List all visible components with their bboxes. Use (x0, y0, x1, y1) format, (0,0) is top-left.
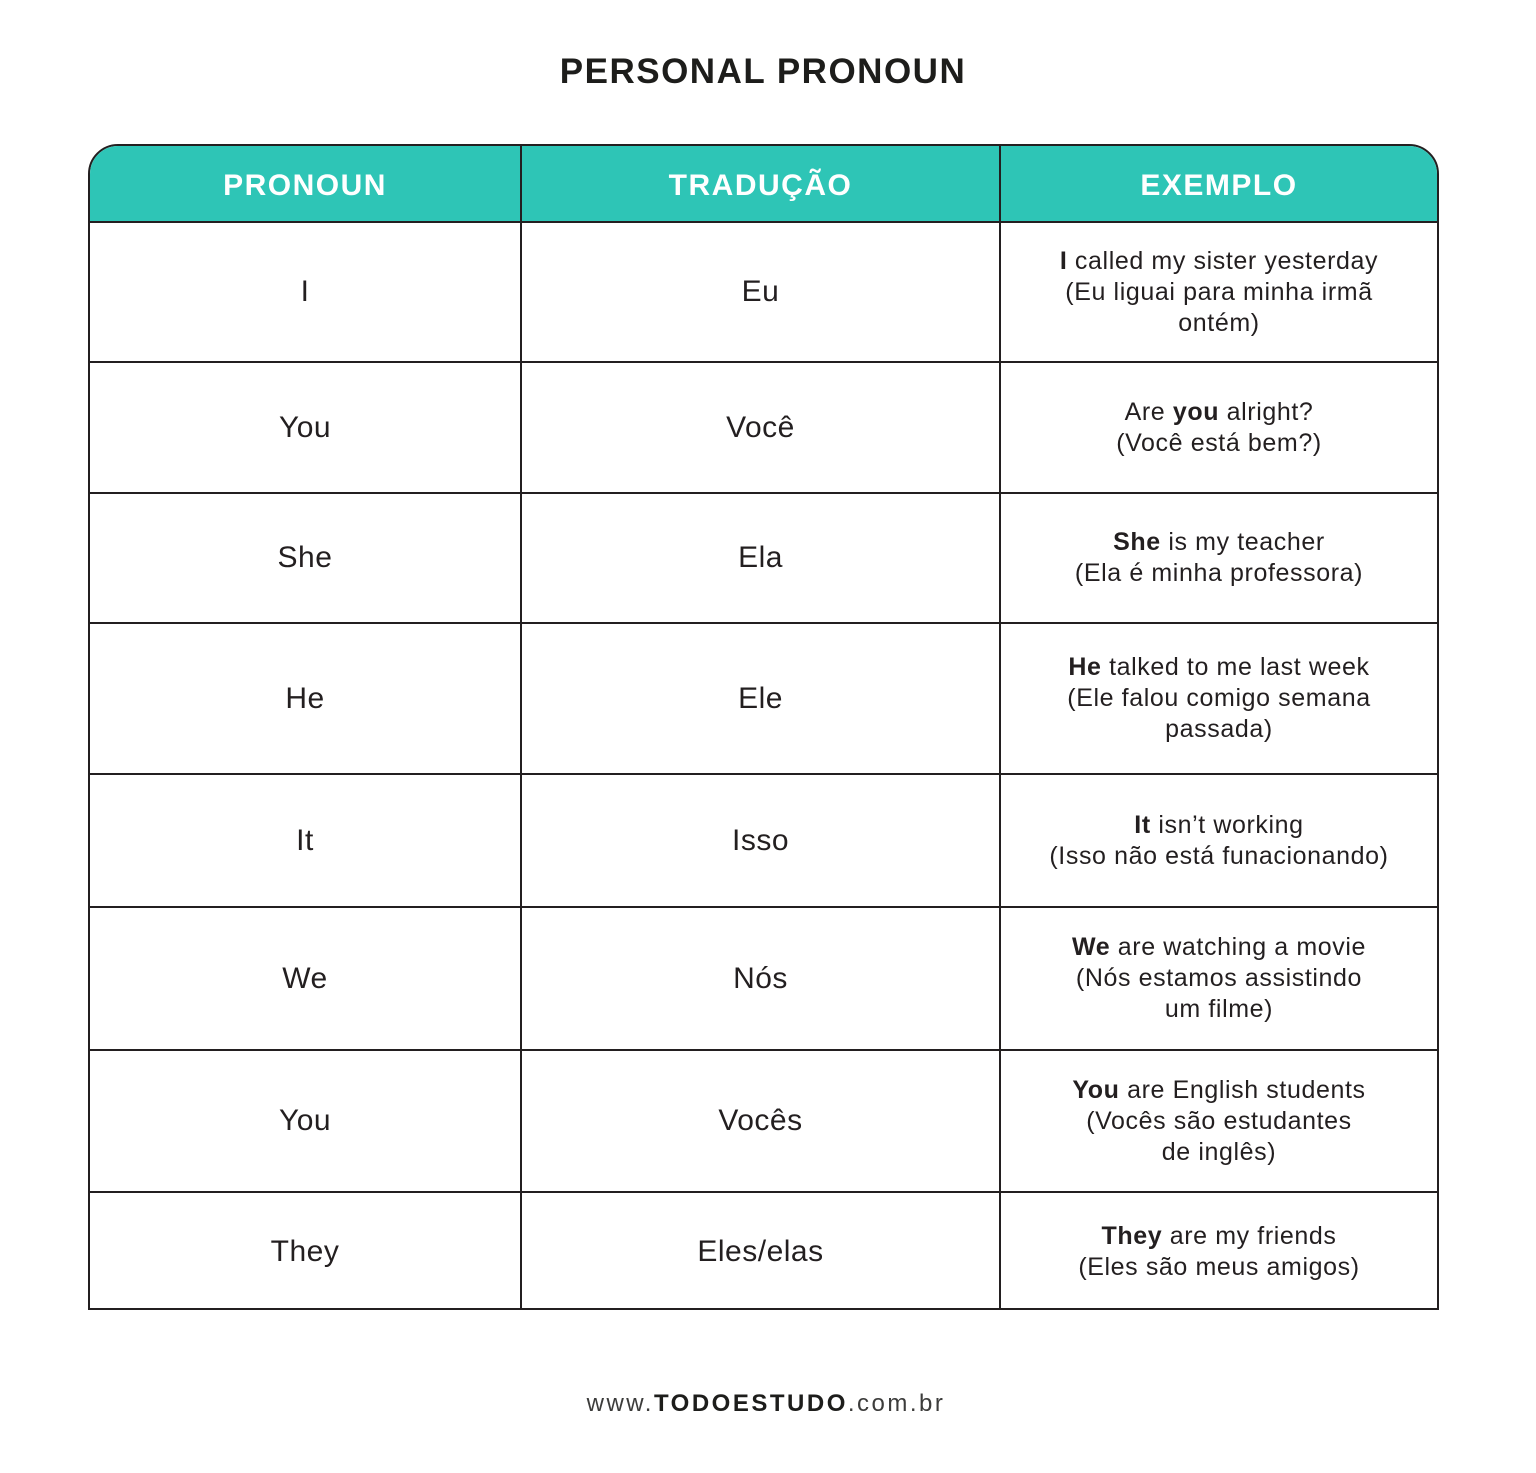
pronoun-cell: He (90, 623, 521, 774)
example-pronoun-bold: you (1172, 397, 1220, 426)
example-sentence (1023, 810, 1415, 841)
table-row (90, 623, 1437, 774)
table-header-row (90, 146, 1437, 222)
traducao-cell: Você (521, 362, 1000, 493)
example-pronoun-bold: It (1134, 810, 1151, 839)
example-translation-line: (Ela é minha professora) (1074, 559, 1364, 587)
traducao-cell: Eles/elas (521, 1192, 1000, 1310)
table-body (90, 222, 1437, 1310)
example-translation-line: (Eles são meus amigos) (1078, 1252, 1360, 1281)
example-cell (1000, 493, 1437, 623)
pronoun-cell: I (300, 275, 310, 308)
page-title: PERSONAL PRONOUN (559, 52, 967, 91)
example-cell (1000, 1050, 1437, 1192)
example-rest: isn’t working (1150, 810, 1304, 839)
example-sentence (1023, 527, 1415, 558)
traducao-cell: Ele (521, 623, 1000, 774)
example-translation-line: (Eu liguai para minha irmã (1065, 277, 1373, 306)
column-header-pronoun: PRONOUN (90, 146, 521, 222)
example-rest: are English students (1119, 1075, 1366, 1104)
example-pronoun-bold: We (1071, 933, 1111, 961)
traducao-cell: Eu (521, 222, 1000, 362)
example-translation-line: (Vocês são estudantes (1086, 1106, 1352, 1135)
footer-brand: TODOESTUDO (653, 1390, 848, 1417)
table-row (90, 362, 1437, 493)
traducao-cell: Isso (521, 774, 1000, 907)
example-cell (1000, 1192, 1437, 1310)
table-row (90, 1192, 1437, 1310)
example-rest: talked to me last week (1101, 653, 1370, 681)
traducao-cell: Vocês (521, 1050, 1000, 1192)
example-translation-line: (Ele falou comigo semana (1067, 684, 1371, 712)
example-sentence (1023, 246, 1415, 277)
footer-website (0, 1390, 1532, 1418)
example-translation-line: ontém) (1178, 308, 1260, 337)
example-pronoun-bold: She (1113, 528, 1161, 556)
column-header-exemplo: EXEMPLO (1000, 146, 1437, 222)
example-pronoun-bold: You (1072, 1075, 1120, 1104)
example-rest: are watching a movie (1110, 933, 1367, 961)
pronoun-cell: It (90, 774, 521, 907)
example-cell (1000, 774, 1437, 907)
example-rest: are my friends (1162, 1221, 1337, 1250)
footer-prefix: www. (586, 1390, 654, 1417)
example-translation-line: (Você está bem?) (1116, 428, 1322, 457)
example-rest: called my sister yesterday (1067, 246, 1379, 275)
footer-suffix: .com.br (847, 1390, 946, 1417)
pronoun-table (90, 146, 1437, 1310)
example-pronoun-bold: I (1059, 246, 1068, 275)
traducao-cell: Ela (521, 493, 1000, 623)
example-pronoun-bold: He (1068, 653, 1102, 681)
example-sentence (1023, 1075, 1415, 1106)
table-row (90, 1050, 1437, 1192)
example-cell (1000, 222, 1437, 362)
example-sentence (1023, 397, 1415, 428)
example-cell (1000, 907, 1437, 1050)
example-translation-line: passada) (1165, 715, 1273, 743)
table-row (90, 774, 1437, 907)
example-rest: is my teacher (1160, 528, 1325, 556)
example-cell (1000, 362, 1437, 493)
example-sentence (1023, 932, 1415, 963)
example-translation-line: (Nós estamos assistindo (1075, 964, 1363, 992)
example-sentence (1023, 652, 1415, 683)
pronoun-table-container (88, 144, 1439, 1310)
example-rest: alright? (1219, 397, 1314, 426)
example-pronoun-bold: They (1101, 1221, 1163, 1250)
pronoun-cell: You (90, 362, 521, 493)
example-translation-line: (Isso não está funacionando) (1049, 841, 1389, 870)
traducao-cell: Nós (521, 907, 1000, 1050)
table-row (90, 907, 1437, 1050)
table-row (90, 222, 1437, 362)
example-translation-line: um filme) (1164, 995, 1274, 1023)
pronoun-cell: She (90, 493, 521, 623)
pronoun-cell: We (90, 907, 521, 1050)
column-header-traducao: TRADUÇÃO (521, 146, 1000, 222)
pronoun-cell: You (90, 1050, 521, 1192)
example-prefix: Are (1124, 397, 1173, 426)
table-row (90, 493, 1437, 623)
pronoun-cell: They (90, 1192, 521, 1310)
example-sentence (1023, 1221, 1415, 1252)
example-translation-line: de inglês) (1161, 1137, 1277, 1166)
example-cell (1000, 623, 1437, 774)
